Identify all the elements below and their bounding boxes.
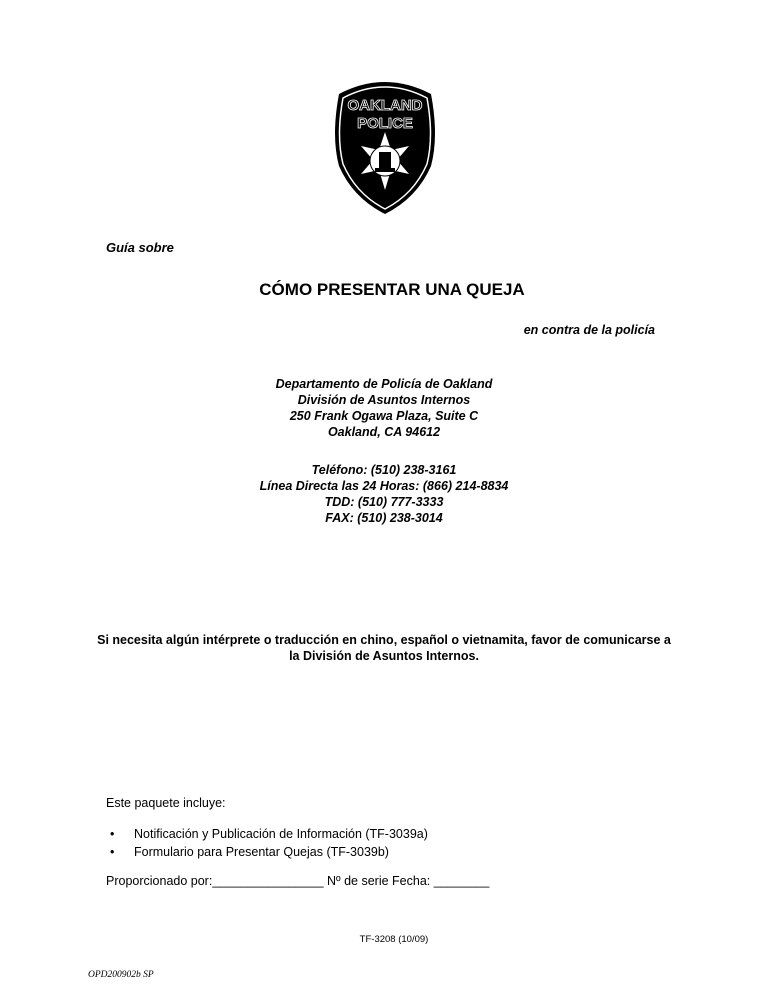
address-block: [0, 376, 768, 440]
address-line: Oakland, CA 94612: [327, 425, 441, 439]
page-title: CÓMO PRESENTAR UNA QUEJA: [259, 280, 525, 299]
fax-line: FAX: (510) 238-3014: [325, 511, 443, 525]
provided-by-line: Proporcionado por:________________ Nº de serie Fecha: ________: [106, 874, 490, 888]
address-line: Departamento de Policía de Oakland: [275, 377, 493, 391]
notice-line: la División de Asuntos Internos.: [289, 649, 479, 663]
address-line: 250 Frank Ogawa Plaza, Suite C: [289, 409, 479, 423]
bullet-icon: •: [110, 845, 115, 859]
list-item: [106, 843, 428, 861]
footer-code: OPD200902b SP: [88, 970, 154, 980]
list-item-text: Formulario para Presentar Quejas (TF-3039b): [134, 845, 389, 859]
svg-text:POLICE: POLICE: [357, 115, 413, 132]
hotline-line: Línea Directa las 24 Horas: (866) 214-8834: [259, 479, 509, 493]
phone-line: Teléfono: (510) 238-3161: [311, 463, 457, 477]
tdd-line: TDD: (510) 777-3333: [324, 495, 444, 509]
page-subtitle: en contra de la policía: [523, 323, 655, 337]
notice-line: Si necesita algún intérprete o traducción en chino, español o vietnamita, favor de comunicarse a: [97, 633, 671, 647]
form-number: TF-3208 (10/09): [359, 934, 429, 945]
list-item: [106, 825, 428, 843]
guide-label: Guía sobre: [106, 240, 174, 255]
bullet-icon: •: [110, 827, 115, 841]
svg-text:OAKLAND: OAKLAND: [347, 97, 423, 114]
list-item-text: Notificación y Publicación de Información (TF-3039a): [134, 827, 428, 841]
contact-block: [0, 462, 768, 526]
package-intro: Este paquete incluye:: [106, 796, 226, 810]
address-line: División de Asuntos Internos: [297, 393, 471, 407]
oakland-police-badge-logo: [331, 76, 439, 216]
interpreter-notice: [0, 632, 768, 664]
package-list: [106, 825, 428, 861]
